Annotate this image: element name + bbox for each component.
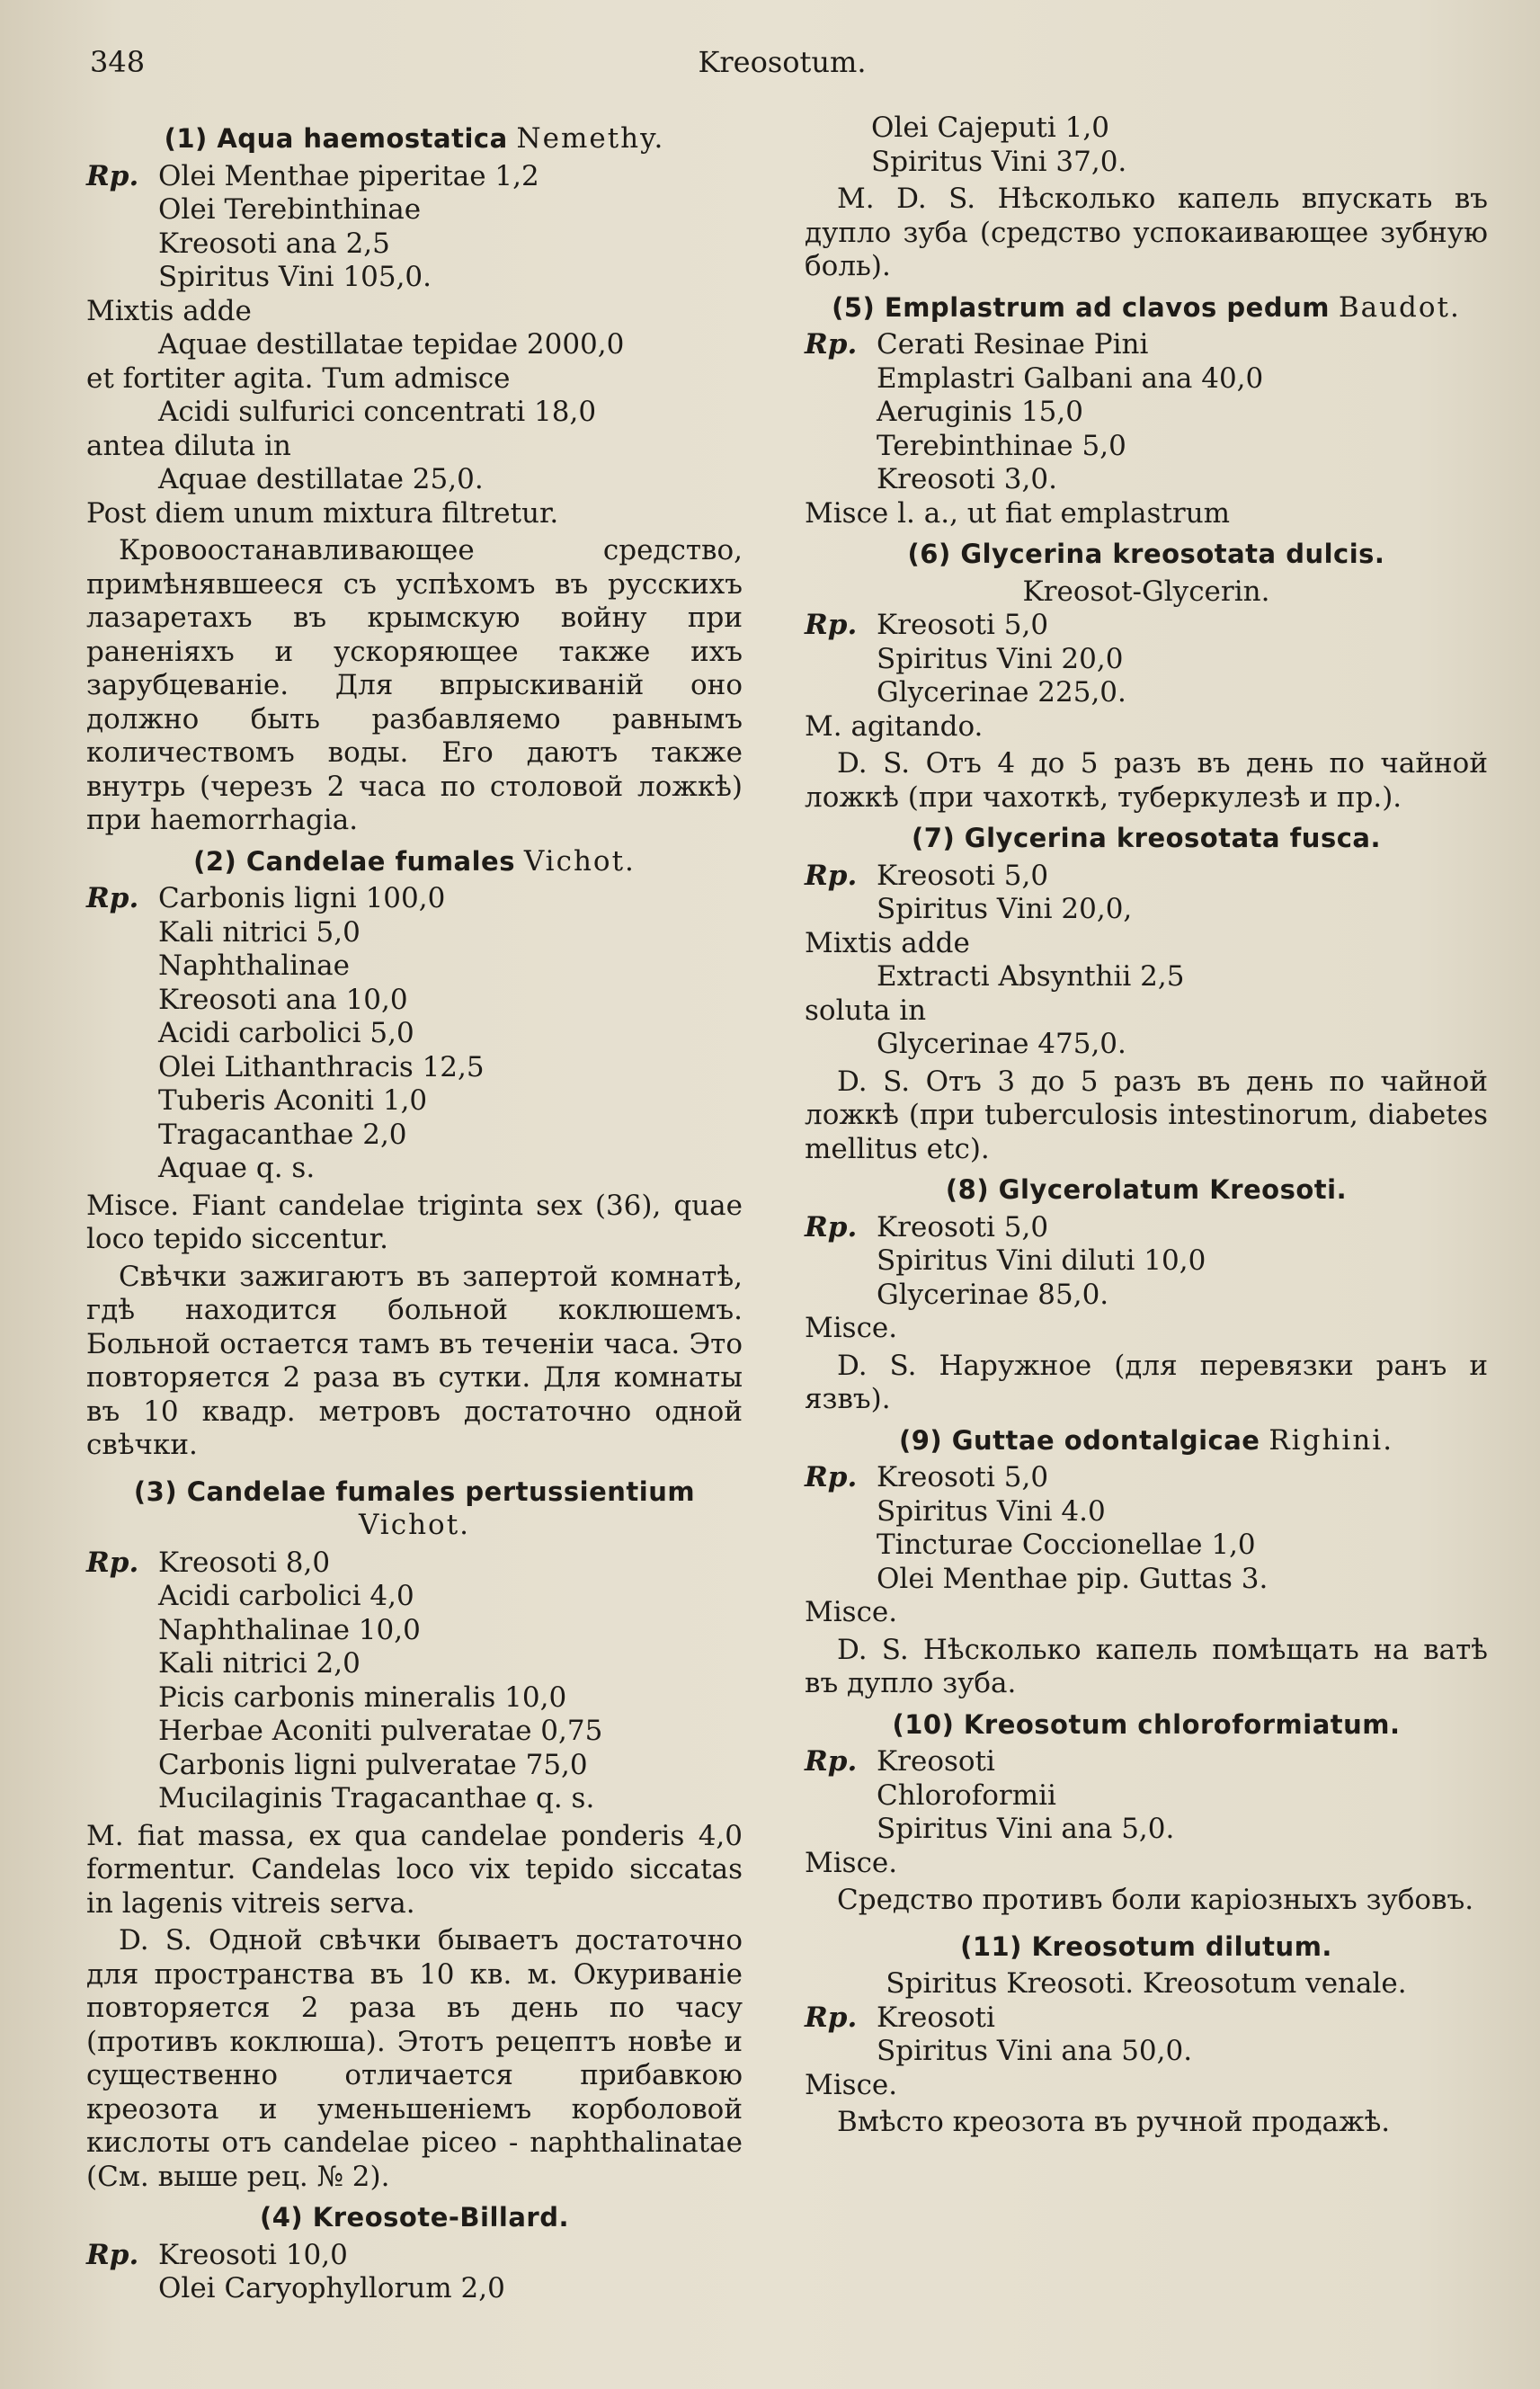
recipe-6-description: D. S. Отъ 4 до 5 разъ въ день по чайной ложкѣ (при чахоткѣ, туберкулезѣ и пр.).	[805, 747, 1488, 814]
recipe-line: Kali nitrici 5,0	[158, 915, 361, 949]
page-header	[90, 45, 1474, 90]
rp-mark: Rp.	[86, 1546, 139, 1579]
recipe-line: Rp. Olei Menthae piperitae 1,2	[86, 159, 539, 192]
recipe-line: Olei Lithanthracis 12,5	[158, 1050, 485, 1083]
recipe-line: Aquae destillatae 25,0.	[158, 463, 484, 495]
recipe-line: Post diem unum mixtura filtretur.	[86, 496, 559, 530]
recipe-line: Aquae q. s.	[158, 1152, 316, 1184]
rp-mark: Rp.	[86, 159, 139, 192]
recipe-1-description: Кровоостанавливающее средство, примѣнявшееся съ успѣхомъ въ русскихъ лазаретахъ въ крымскую войну при раненіяхъ и ускоряющее также ихъ зарубцеваніе. Для впрыскиваній оно должно быть разбавляемо равнымъ количествомъ воды. Его даютъ также внутрь (черезъ 2 часа по столовой ложкѣ) при haemorrhagia.	[86, 534, 743, 836]
rp-mark: Rp.	[805, 609, 858, 641]
recipe-line: Glycerinae 225,0.	[877, 676, 1126, 709]
recipe-line: Olei Menthae pip. Guttas 3.	[877, 1562, 1268, 1595]
recipe-2-heading: (2) Candelae fumales Vichot.	[193, 844, 636, 878]
recipe-line: Rp. Kreosoti 10,0	[86, 2238, 348, 2271]
rp-mark: Rp.	[805, 1210, 858, 1244]
recipe-line: Rp. Kreosoti	[805, 1745, 995, 1778]
recipe-line: Emplastri Galbani ana 40,0	[877, 361, 1264, 395]
recipe-line: Mucilaginis Tragacanthae q. s.	[158, 1782, 595, 1814]
recipe-line: Spiritus Vini ana 50,0.	[877, 2035, 1193, 2067]
recipe-line: Olei Cajeputi 1,0	[871, 111, 1109, 144]
recipe-line: Acidi carbolici 5,0	[158, 1017, 414, 1049]
recipe-line: Naphthalinae	[158, 949, 350, 982]
right-column	[805, 111, 1488, 2144]
recipe-line: Kreosoti 3,0.	[877, 463, 1057, 495]
recipe-line: Rp. Kreosoti 8,0	[86, 1546, 331, 1579]
recipe-11-description: Вмѣсто креозота въ ручной продажѣ.	[837, 2106, 1391, 2138]
recipe-line: Misce.	[805, 1596, 898, 1628]
recipe-line: Kreosoti ana 10,0	[158, 983, 408, 1016]
recipe-line: Aeruginis 15,0	[877, 396, 1083, 428]
recipe-line: antea diluta in	[86, 429, 291, 462]
rp-mark: Rp.	[86, 2238, 139, 2271]
recipe-line: Misce.	[805, 1846, 898, 1879]
recipe-4-heading: (4) Kreosote-Billard.	[260, 2202, 569, 2233]
recipe-line: Rp. Kreosoti 5,0	[805, 609, 1049, 641]
recipe-7-description: D. S. Отъ 3 до 5 разъ въ день по чайной ложкѣ (при tuberculosis intestinorum, diabetes mellitus etc).	[805, 1065, 1488, 1165]
rp-mark: Rp.	[805, 328, 858, 361]
recipe-line: Chloroformii	[877, 1778, 1056, 1812]
recipe-9-description: D. S. Нѣсколько капель помѣщать на ватѣ въ дупло зуба.	[805, 1633, 1488, 1699]
recipe-3-heading: (3) Candelae fumales pertussientium Vichot.	[133, 1475, 696, 1541]
recipe-line: Glycerinae 85,0.	[877, 1278, 1109, 1311]
recipe-line: Carbonis ligni pulveratae 75,0	[158, 1748, 588, 1781]
recipe-3-description: D. S. Одной свѣчки бываетъ достаточно для пространства въ 10 кв. м. Окуриваніе повторяется 2 раза въ день по часу (противъ коклюша). Этотъ рецептъ новѣе и существенно отличается прибавкою креозота и уменьшеніемъ корболовой кислоты отъ candelae piceo - naphthalinatae (См. выше рец. № 2).	[86, 1924, 743, 2193]
recipe-line: Spiritus Vini 20,0	[877, 642, 1124, 675]
recipe-line: Spiritus Vini ana 5,0.	[877, 1813, 1175, 1845]
recipe-line: Extracti Absynthii 2,5	[877, 960, 1185, 993]
recipe-line: Mixtis adde	[86, 294, 252, 327]
recipe-11-subtitle: Spiritus Kreosoti. Kreosotum venale.	[886, 1967, 1407, 2000]
recipe-line: soluta in	[805, 994, 927, 1027]
recipe-line: Kreosoti ana 2,5	[158, 227, 390, 260]
rp-mark: Rp.	[805, 859, 858, 892]
recipe-6-subtitle: Kreosot-Glycerin.	[1022, 575, 1270, 608]
recipe-6-heading: (6) Glycerina kreosotata dulcis.	[907, 539, 1385, 569]
rp-mark: Rp.	[86, 882, 139, 914]
recipe-line: Rp. Kreosoti 5,0	[805, 859, 1049, 892]
recipe-line: Tincturae Coccionellae 1,0	[877, 1529, 1256, 1561]
recipe-9-heading: (9) Guttae odontalgicae Righini.	[898, 1423, 1394, 1457]
recipe-line: Misce. Fiant candelae triginta sex (36), quae loco tepido siccentur.	[86, 1189, 743, 1255]
recipe-8-heading: (8) Glycerolatum Kreosoti.	[945, 1174, 1348, 1205]
recipe-line: Terebinthinae 5,0	[877, 429, 1126, 462]
recipe-line: Spiritus Vini diluti 10,0	[877, 1244, 1206, 1277]
recipe-line: Mixtis adde	[805, 926, 970, 959]
rp-mark: Rp.	[805, 1745, 858, 1778]
recipe-line: Herbae Aconiti pulveratae 0,75	[158, 1715, 603, 1747]
recipe-line: M. agitando.	[805, 709, 984, 743]
recipe-line: et fortiter agita. Tum admisce	[86, 361, 511, 395]
page-number: 348	[90, 45, 146, 79]
recipe-line: Rp. Cerati Resinae Pini	[805, 328, 1149, 361]
recipe-line: Spiritus Vini 105,0.	[158, 261, 432, 293]
recipe-line: Misce.	[805, 1312, 898, 1344]
recipe-line: Rp. Kreosoti	[805, 2001, 995, 2034]
recipe-10-heading: (10) Kreosotum chloroformiatum.	[892, 1708, 1401, 1740]
recipe-line: M. fiat massa, ex qua candelae ponderis 4,0 formentur. Candelas loco vix tepido siccatas in lagenis vitreis serva.	[86, 1819, 743, 1920]
recipe-line: Acidi carbolici 4,0	[158, 1580, 414, 1612]
rp-mark: Rp.	[805, 2001, 858, 2034]
recipe-7-heading: (7) Glycerina kreosotata fusca.	[912, 823, 1381, 853]
recipe-line: Aquae destillatae tepidae 2000,0	[158, 328, 625, 361]
recipe-line: Rp. Kreosoti 5,0	[805, 1210, 1049, 1244]
recipe-8-description: D. S. Наружное (для перевязки ранъ и язвъ).	[805, 1349, 1488, 1415]
recipe-line: Misce.	[805, 2068, 898, 2101]
recipe-4-description: M. D. S. Нѣсколько капель впускать въ дупло зуба (средство успокаивающее зубную боль).	[805, 183, 1488, 282]
recipe-line: Tragacanthae 2,0	[158, 1118, 407, 1151]
recipe-line: Rp. Carbonis ligni 100,0	[86, 882, 446, 914]
recipe-5-heading: (5) Emplastrum ad clavos pedum Baudot.	[832, 290, 1461, 324]
recipe-line: Rp. Kreosoti 5,0	[805, 1461, 1049, 1493]
recipe-line: Olei Terebinthinae	[158, 193, 422, 226]
recipe-line: Spiritus Vini 37,0.	[871, 145, 1127, 178]
recipe-2-description: Свѣчки зажигаютъ въ запертой комнатѣ, гдѣ находится больной коклюшемъ. Больной остается тамъ въ теченіи часа. Это повторяется 2 раза въ сутки. Для комнаты въ 10 квадр. метровъ достаточно одной свѣчки.	[86, 1260, 743, 1461]
recipe-11-heading: (11) Kreosotum dilutum.	[960, 1930, 1332, 1962]
recipe-line: Kali nitrici 2,0	[158, 1647, 361, 1680]
running-title: Kreosotum.	[698, 45, 867, 79]
rp-mark: Rp.	[805, 1461, 858, 1493]
recipe-line: Naphthalinae 10,0	[158, 1613, 421, 1646]
recipe-line: Glycerinae 475,0.	[877, 1028, 1126, 1060]
recipe-line: Acidi sulfurici concentrati 18,0	[158, 396, 597, 428]
recipe-10-description: Средство противъ боли каріозныхъ зубовъ.	[837, 1884, 1474, 1916]
recipe-line: Picis carbonis mineralis 10,0	[158, 1680, 567, 1714]
recipe-line: Misce l. a., ut fiat emplastrum	[805, 496, 1231, 530]
recipe-line: Olei Caryophyllorum 2,0	[158, 2272, 505, 2304]
left-column	[86, 115, 743, 2306]
recipe-line: Spiritus Vini 4.0	[877, 1494, 1106, 1528]
recipe-line: Spiritus Vini 20,0,	[877, 893, 1133, 925]
recipe-1-heading: (1) Aqua haemostatica Nemethy.	[164, 122, 665, 155]
recipe-line: Tuberis Aconiti 1,0	[158, 1084, 428, 1117]
